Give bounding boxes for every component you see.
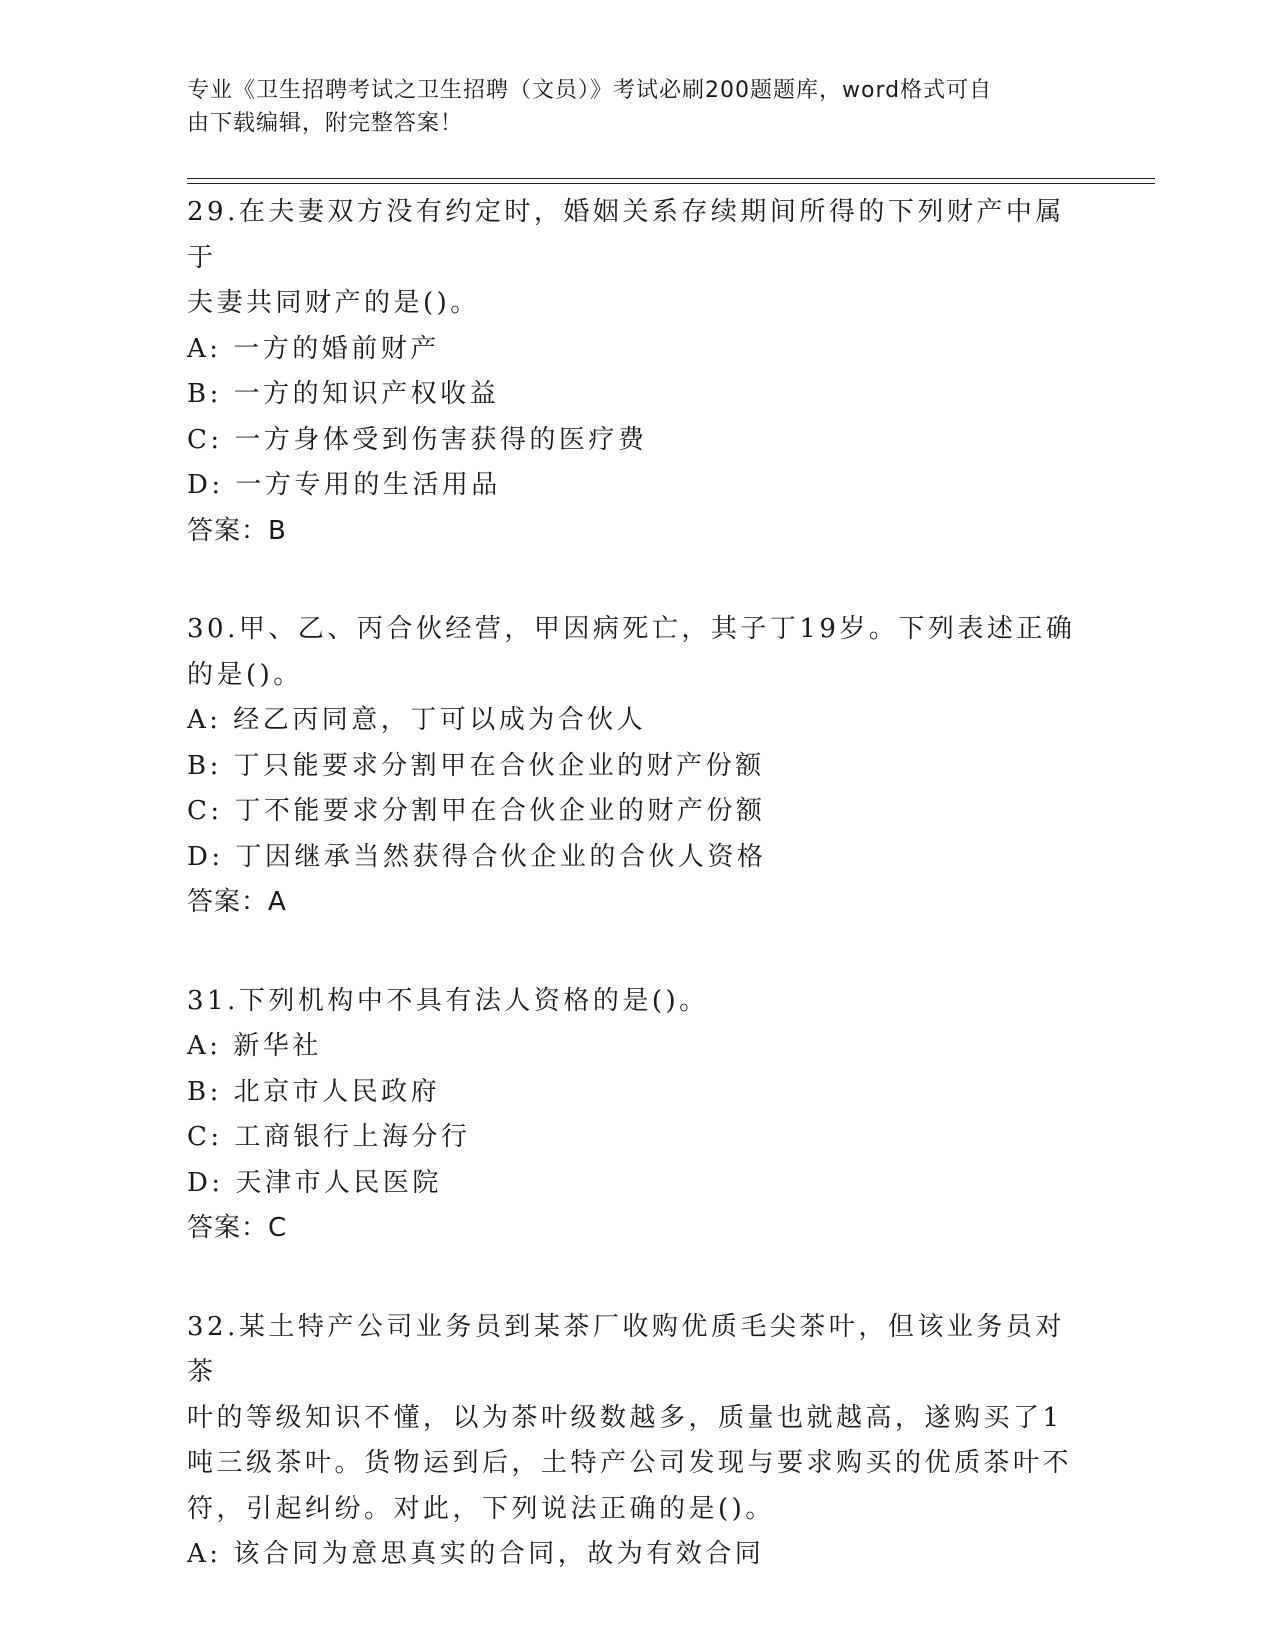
- option-c: C: 丁不能要求分割甲在合伙企业的财产份额: [187, 796, 766, 826]
- option-d: D: 天津市人民医院: [187, 1167, 442, 1198]
- question-stem-line: 30.甲、乙、丙合伙经营，甲因病死亡，其子丁19岁。下列表述正确: [187, 614, 1076, 644]
- question-30: [187, 607, 1087, 926]
- question-stem-line: 29.在夫妻双方没有约定时，婚姻关系存续期间所得的下列财产中属于: [187, 197, 1065, 273]
- question-32: [187, 1305, 1087, 1578]
- answer-line: 答案：B: [187, 515, 287, 546]
- question-list: [187, 190, 1087, 1631]
- question-stem-line: 32.某土特产公司业务员到某茶厂收购优质毛尖茶叶，但该业务员对茶: [187, 1311, 1065, 1387]
- option-c: C: 一方身体受到伤害获得的医疗费: [187, 424, 648, 455]
- option-d: D: 一方专用的生活用品: [187, 470, 501, 500]
- option-a: A: 经乙丙同意，丁可以成为合伙人: [187, 705, 647, 735]
- question-stem-line: 叶的等级知识不懂，以为茶叶级数越多，质量也就越高，遂购买了1: [187, 1402, 1063, 1433]
- answer-line: 答案：C: [187, 1213, 288, 1243]
- header-line-2: 由下载编辑，附完整答案！: [187, 111, 464, 136]
- option-a: A: 新华社: [187, 1031, 322, 1061]
- option-b: B: 一方的知识产权收益: [187, 379, 500, 409]
- option-d: D: 丁因继承当然获得合伙企业的合伙人资格: [187, 841, 767, 872]
- question-31: [187, 979, 1087, 1252]
- question-29: [187, 190, 1087, 554]
- question-stem-line: 31.下列机构中不具有法人资格的是()。: [187, 985, 709, 1016]
- document-header: [187, 74, 1067, 140]
- option-b: B: 丁只能要求分割甲在合伙企业的财产份额: [187, 750, 765, 781]
- answer-line: 答案：A: [187, 887, 287, 917]
- option-b: B: 北京市人民政府: [187, 1076, 441, 1107]
- option-a: A: 一方的婚前财产: [187, 333, 440, 364]
- option-c: C: 工商银行上海分行: [187, 1122, 471, 1152]
- header-divider-top: [187, 178, 1155, 179]
- header-line-1: 专业《卫生招聘考试之卫生招聘（文员）》考试必刷200题题库，word格式可自: [187, 78, 993, 103]
- question-stem-line: 的是()。: [187, 659, 303, 690]
- question-stem-line: 吨三级茶叶。货物运到后，土特产公司发现与要求购买的优质茶叶不: [187, 1448, 1073, 1478]
- question-stem-line: 夫妻共同财产的是()。: [187, 288, 480, 318]
- header-divider-bottom: [187, 183, 1155, 184]
- question-stem-line: 符，引起纠纷。对此，下列说法正确的是()。: [187, 1493, 775, 1524]
- option-a: A: 该合同为意思真实的合同，故为有效合同: [187, 1539, 765, 1569]
